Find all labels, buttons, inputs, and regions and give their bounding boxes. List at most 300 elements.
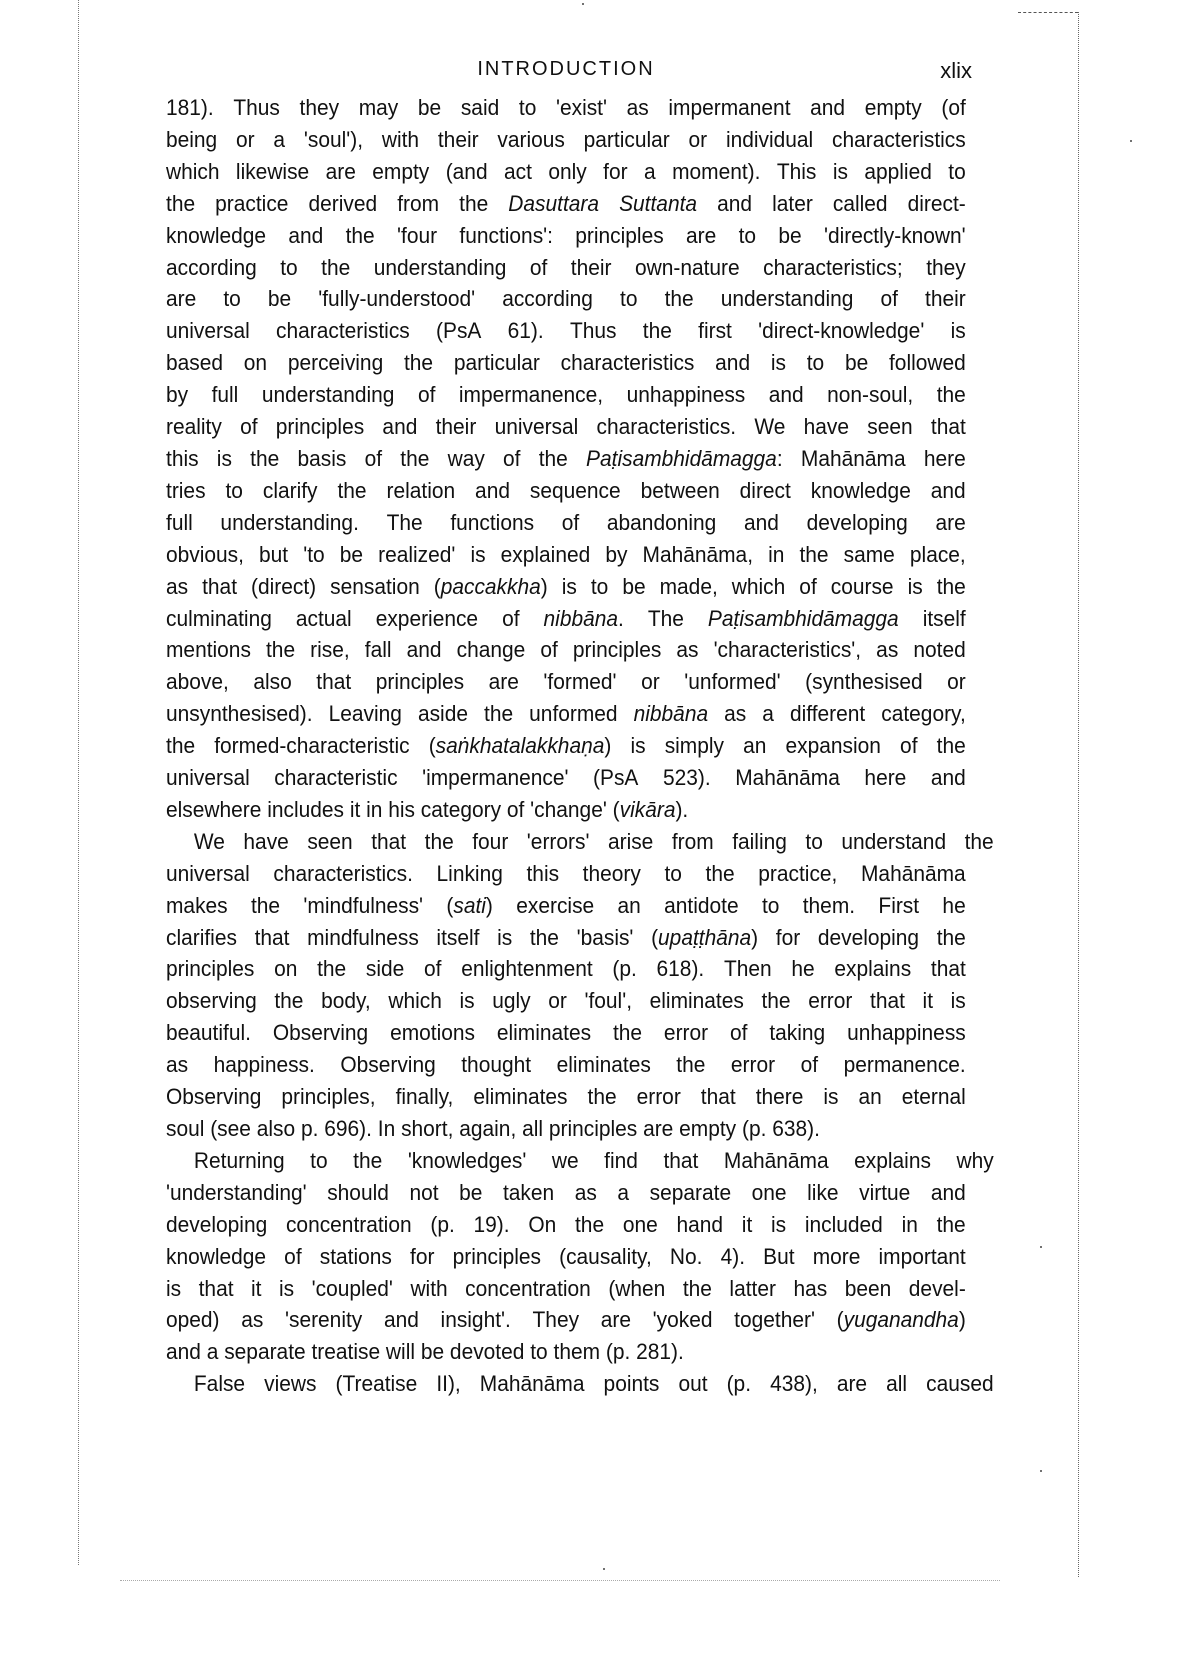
word: it [349, 796, 361, 822]
text-line [166, 1177, 966, 1209]
word: the [250, 892, 281, 918]
word: which [388, 988, 442, 1014]
word: Mahānāma [800, 445, 906, 471]
word: 618). [656, 956, 705, 982]
text-line [166, 922, 966, 954]
word: for [410, 1243, 435, 1269]
word: body, [321, 988, 371, 1014]
word: experience [375, 605, 479, 631]
word: and [383, 1307, 419, 1333]
word: only [548, 158, 587, 184]
word: beautiful. [166, 1020, 251, 1046]
word: (p. [605, 1339, 631, 1365]
scan-edge-right [1078, 12, 1079, 1577]
word: 'soul'), [303, 126, 364, 152]
word: Observing [166, 1084, 262, 1110]
word: insight'. [440, 1307, 511, 1333]
word: the [936, 382, 966, 408]
word: a [644, 158, 656, 184]
word: understanding [720, 286, 854, 312]
text-line [166, 1113, 966, 1145]
scan-edge-left [78, 0, 79, 1565]
word: all [886, 1371, 908, 1397]
word: as [876, 637, 899, 663]
word: it [922, 988, 934, 1014]
word: No. [669, 1243, 703, 1269]
text-line [166, 794, 966, 826]
word: again, [459, 1116, 517, 1141]
word: be [622, 573, 646, 599]
word: seen [867, 414, 913, 440]
word: them [553, 1339, 601, 1365]
word: to [805, 828, 823, 854]
word: are [836, 1371, 868, 1397]
word: practice, [758, 860, 838, 886]
word: have [803, 414, 849, 440]
word: arise [607, 828, 654, 854]
word: more [812, 1243, 861, 1269]
word: to [590, 573, 609, 599]
word: side [365, 956, 405, 982]
word: understanding. [220, 509, 359, 535]
word: their [570, 254, 612, 280]
word: seen [307, 828, 353, 854]
word: latter [729, 1275, 776, 1301]
text-line [166, 858, 966, 890]
word: of [506, 796, 525, 822]
word: of [240, 414, 258, 440]
word: the [337, 477, 367, 503]
word: as [166, 573, 189, 599]
word: as [626, 95, 649, 120]
word: is [630, 733, 646, 759]
word: his [388, 796, 415, 822]
word: universal [166, 860, 250, 886]
word: to [518, 95, 537, 120]
word: 'understanding' [166, 1179, 307, 1205]
word: the [166, 733, 196, 759]
word: this [526, 860, 560, 886]
word: (causality, [559, 1243, 652, 1269]
word: permanence. [843, 1052, 966, 1078]
word: sensation [330, 573, 420, 599]
word: be [420, 1339, 445, 1365]
word: are [686, 222, 717, 248]
word: knowledge [166, 222, 267, 248]
word: characteristics. [596, 414, 737, 440]
word: their [925, 286, 966, 312]
word: culminating [166, 605, 272, 631]
word: Mahānāma [861, 860, 966, 886]
word: Suttanta [619, 190, 698, 216]
word: 'four [397, 222, 438, 248]
word: impermanent [668, 95, 791, 120]
word: Mahānāma [735, 765, 840, 791]
word: explains [834, 956, 912, 982]
word: find [604, 1147, 638, 1173]
word: antidote [664, 892, 739, 918]
word: taken [502, 1179, 555, 1205]
text-line [166, 890, 966, 922]
word: there [755, 1084, 804, 1110]
word: course [830, 573, 894, 599]
text-line [166, 443, 966, 475]
word: an [858, 1084, 882, 1110]
word: being [166, 126, 218, 152]
word: is [771, 1211, 787, 1237]
word: II), [436, 1371, 461, 1397]
word: basis [297, 445, 347, 471]
word: which [731, 573, 786, 599]
text-line [166, 539, 966, 571]
word: are [935, 509, 966, 535]
word: the [424, 828, 454, 854]
word: are [600, 1307, 631, 1333]
word: False [193, 1371, 246, 1397]
word: soul [166, 1116, 205, 1141]
word: 'exist' [555, 95, 607, 120]
word: the [676, 1052, 706, 1078]
word: abandoning [606, 509, 717, 535]
word: actual [295, 605, 352, 631]
word: principles [548, 1116, 638, 1141]
word: characteristics [276, 318, 410, 344]
word: full [166, 509, 193, 535]
word: principles [572, 637, 662, 663]
word: Leaving [328, 701, 402, 727]
word: here [864, 765, 907, 791]
word: from [397, 190, 440, 216]
word: the [964, 828, 994, 854]
word: be [459, 1179, 483, 1205]
page-header [166, 52, 972, 92]
word: characteristics. [273, 860, 413, 886]
word: 'basis' [576, 924, 634, 950]
word: particular [453, 350, 540, 376]
word: not [409, 1179, 439, 1205]
word: (saṅkhatalakkhaṇa) [428, 733, 612, 759]
word: of [799, 573, 817, 599]
word: and [743, 509, 779, 535]
word: principles, [281, 1084, 376, 1110]
word: the [317, 956, 347, 982]
word: called [832, 190, 888, 216]
word: (PsA [593, 765, 639, 791]
word: the [459, 190, 489, 216]
word: (of [941, 95, 966, 120]
word: knowledge [166, 1243, 267, 1269]
word: as [676, 637, 699, 663]
word: In [377, 1116, 396, 1141]
word: Observing [340, 1052, 436, 1078]
running-head: INTRODUCTION [477, 58, 655, 80]
word: important [878, 1243, 966, 1269]
text-line [166, 985, 966, 1017]
text-line [166, 953, 966, 985]
word: or [688, 126, 708, 152]
word: understand [841, 828, 947, 854]
word: the [642, 318, 672, 344]
word: have [243, 828, 289, 854]
word: the [345, 222, 375, 248]
word: act [504, 158, 532, 184]
word: explained [500, 541, 591, 567]
word: that [930, 414, 966, 440]
word: of [529, 254, 548, 280]
word: concentration [465, 1275, 591, 1301]
word: (PsA [436, 318, 482, 344]
word: of [364, 445, 383, 471]
word: and [810, 95, 846, 120]
text-line [166, 1145, 994, 1177]
word: we [551, 1147, 579, 1173]
word: based [166, 350, 224, 376]
word: of [503, 445, 521, 471]
word: he [942, 892, 966, 918]
text-line [166, 507, 966, 539]
word: likewise [235, 158, 310, 184]
word: 'foul', [584, 988, 633, 1014]
word: 438), [770, 1371, 818, 1397]
word: unformed [529, 701, 618, 727]
word: one [622, 1211, 658, 1237]
word: by [166, 382, 189, 408]
word: of [880, 286, 898, 312]
word: will [385, 1339, 415, 1365]
word: aside [417, 701, 468, 727]
word: Paṭisambhidāmagga [707, 605, 899, 631]
word: (when [608, 1275, 666, 1301]
word: the [936, 733, 966, 759]
word: universal [166, 765, 250, 791]
word: (yuganandha) [836, 1307, 966, 1333]
word: above, [166, 669, 229, 695]
word: error [808, 988, 853, 1014]
word: 'directly-known' [823, 222, 966, 248]
word: On [528, 1211, 557, 1237]
word: failing [732, 828, 787, 854]
word: may [358, 95, 399, 120]
word: This [776, 158, 817, 184]
word: is [459, 988, 475, 1014]
word: different [789, 701, 866, 727]
word: the [166, 190, 196, 216]
word: of [424, 956, 442, 982]
word: made, [659, 573, 718, 599]
word: that [663, 1147, 699, 1173]
word: to [530, 1339, 548, 1365]
word: are [643, 1116, 674, 1141]
word: 19). [473, 1211, 510, 1237]
word: relation [386, 477, 456, 503]
word: to [948, 158, 966, 184]
scan-edge-top [1018, 12, 1078, 13]
word: itself [922, 605, 966, 631]
word: empty [864, 95, 922, 120]
word: the [705, 860, 735, 886]
word: taking [769, 1020, 826, 1046]
word: is [832, 158, 848, 184]
word: and [406, 637, 442, 663]
word: expansion [785, 733, 881, 759]
word: been [844, 1275, 892, 1301]
word: Mahānāma [723, 1147, 829, 1173]
word: said [460, 95, 500, 120]
word: to [225, 477, 243, 503]
word: the [936, 924, 966, 950]
word: first [698, 318, 732, 344]
word: to [664, 860, 682, 886]
word: way [447, 445, 485, 471]
word: (see [210, 1116, 251, 1141]
word: of [284, 1243, 302, 1269]
word: 'fully-understood' [318, 286, 476, 312]
word: developing [806, 509, 908, 535]
word: an [743, 733, 767, 759]
text-line [166, 666, 966, 698]
word: The [647, 605, 684, 631]
text-line [166, 156, 966, 188]
word: understanding [373, 254, 507, 280]
word: has [793, 1275, 828, 1301]
word: hand [676, 1211, 724, 1237]
word: (p. [726, 1371, 752, 1397]
word: explains [854, 1147, 931, 1173]
word: principles [375, 669, 465, 695]
word: this [166, 445, 199, 471]
word: enlightenment [461, 956, 593, 982]
word: elsewhere [166, 796, 262, 822]
word: 4). [720, 1243, 746, 1269]
word: why [956, 1147, 994, 1173]
word: their [437, 126, 479, 152]
word: it [251, 1275, 262, 1301]
word: also [256, 1116, 296, 1141]
text-line [166, 730, 966, 762]
text-line [166, 347, 966, 379]
word: their [435, 414, 477, 440]
word: that [930, 956, 966, 982]
word: he [791, 956, 815, 982]
word: to [761, 892, 780, 918]
word: same [843, 541, 895, 567]
word: observing [166, 988, 257, 1014]
word: according [502, 286, 593, 312]
word: is [497, 924, 513, 950]
word: an [617, 892, 641, 918]
word: 61). [507, 318, 544, 344]
word: be [417, 95, 442, 120]
text-line [166, 571, 966, 603]
word: characteristics; [763, 254, 903, 280]
word: own-nature [634, 254, 740, 280]
word: is [470, 541, 486, 567]
word: together' [734, 1307, 815, 1333]
word: developing [166, 1211, 268, 1237]
book-page [166, 52, 994, 1400]
word: or [236, 126, 255, 152]
word: eternal [901, 1084, 966, 1110]
word: They [532, 1307, 580, 1333]
word: principles [575, 222, 664, 248]
word: happiness. [213, 1052, 315, 1078]
scan-speck [582, 3, 584, 5]
word: be [339, 541, 364, 567]
word: Linking [436, 860, 503, 886]
word: includes [267, 796, 344, 822]
word: by [605, 541, 628, 567]
word: reality [166, 414, 222, 440]
word: is [216, 445, 232, 471]
word: unsynthesised). [166, 701, 313, 727]
word: the [265, 637, 296, 663]
word: (p. [430, 1211, 455, 1237]
word: sequence [529, 477, 621, 503]
word: applied [864, 158, 932, 184]
word: particular [583, 126, 670, 152]
word: to [806, 350, 825, 376]
text-line [166, 1368, 994, 1400]
word: in [366, 796, 383, 822]
word: is [561, 573, 577, 599]
word: (p. [741, 1116, 767, 1141]
word: derived [308, 190, 378, 216]
word: practice [215, 190, 289, 216]
word: it [741, 1211, 753, 1237]
word: of [561, 509, 580, 535]
word: non-soul, [827, 382, 914, 408]
word: and [768, 382, 804, 408]
word: mentions [166, 637, 251, 663]
word: (and [445, 158, 488, 184]
word: with [381, 126, 420, 152]
word: principles [275, 414, 365, 440]
word: functions [450, 509, 535, 535]
word: the [574, 1211, 605, 1237]
text-line [166, 698, 966, 730]
word: noted [913, 637, 966, 663]
word: characteristics [560, 350, 695, 376]
word: 'yoked [652, 1307, 713, 1333]
word: eliminates [473, 1084, 568, 1110]
word: between [640, 477, 720, 503]
word: with [410, 1275, 448, 1301]
word: stations [319, 1243, 392, 1269]
word: of [900, 733, 918, 759]
text-line [166, 603, 966, 635]
word: a [617, 1179, 630, 1205]
word: separate [224, 1339, 306, 1365]
word: to [223, 286, 241, 312]
text-line [166, 634, 966, 666]
scan-speck [1040, 1470, 1042, 1472]
word: (vikāra). [612, 796, 689, 822]
word: be [844, 350, 869, 376]
word: Returning [193, 1147, 285, 1173]
word: is [950, 318, 966, 344]
word: in [901, 1211, 918, 1237]
word: simply [664, 733, 724, 759]
word: 'formed' [543, 669, 617, 695]
text-line [166, 124, 966, 156]
word: out [678, 1371, 708, 1397]
word: the [274, 988, 304, 1014]
word: that [254, 924, 290, 950]
word: 'mindfulness' [303, 892, 424, 918]
word: to [310, 1147, 328, 1173]
word: Mahānāma [479, 1371, 585, 1397]
word: 696). [324, 1116, 372, 1141]
